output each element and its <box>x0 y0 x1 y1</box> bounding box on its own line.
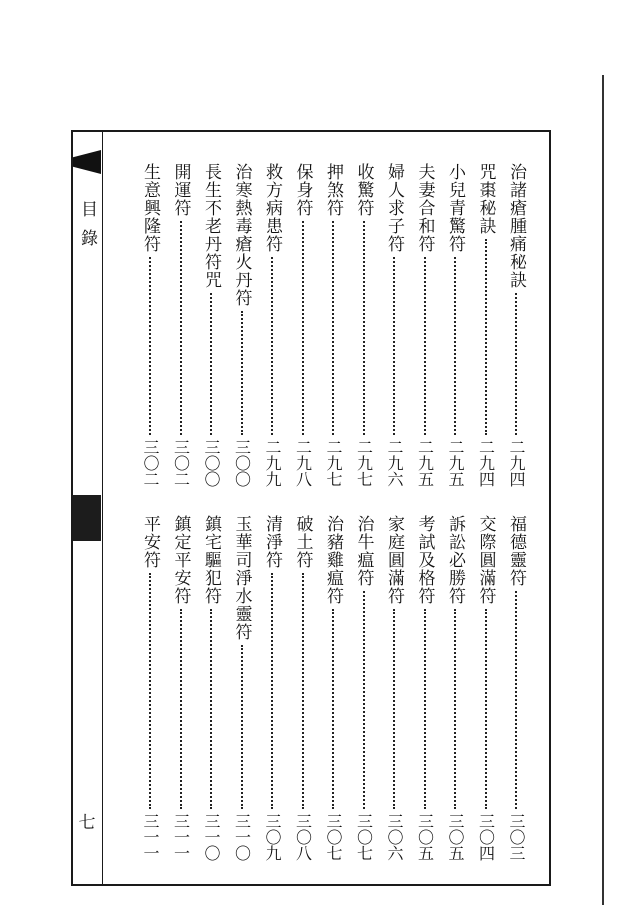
toc-entry <box>169 515 193 861</box>
toc-entry-page: 二九八 <box>293 439 313 487</box>
toc-leader-dots <box>424 257 426 435</box>
toc-leader-dots <box>454 609 456 809</box>
toc-entry-title: 鎮定平安符 <box>170 515 191 605</box>
toc-leader-dots <box>149 257 151 435</box>
toc-entry-page: 三〇二 <box>171 439 191 487</box>
toc-entry-title: 押煞符 <box>323 163 343 217</box>
toc-entry <box>321 515 345 861</box>
toc-leader-dots <box>515 591 517 809</box>
toc-leader-dots <box>332 609 334 809</box>
toc-entry-page: 二九五 <box>415 439 435 487</box>
toc-entry <box>169 163 193 487</box>
toc-entry <box>504 163 528 487</box>
toc-leader-dots <box>424 609 426 809</box>
toc-leader-dots <box>393 609 395 809</box>
toc-entry-page: 二九四 <box>476 439 496 487</box>
toc-entry-title: 救方病患符 <box>262 163 282 253</box>
toc-entry-page: 三〇六 <box>385 813 404 861</box>
toc-entry-title: 清淨符 <box>262 515 282 569</box>
toc-entry-title: 治諸瘡腫痛秘訣 <box>506 163 526 289</box>
toc-entry-page: 三〇四 <box>476 813 496 861</box>
toc-leader-dots <box>454 257 456 435</box>
toc-entry-title: 交際圓滿符 <box>475 515 496 605</box>
toc-leader-dots <box>210 609 212 809</box>
toc-leader-dots <box>393 257 395 435</box>
toc-leader-dots <box>271 573 273 809</box>
binding-edge <box>602 75 604 905</box>
toc-entry-title: 治牛瘟符 <box>353 515 374 587</box>
section-title: 目錄 <box>77 200 97 258</box>
toc-entry-title: 小兒青驚符 <box>445 163 465 253</box>
toc-entry <box>138 163 162 487</box>
toc-entry-page: 二九四 <box>507 439 526 487</box>
toc-entry <box>443 515 467 861</box>
toc-entry-page: 三〇七 <box>324 813 343 861</box>
toc-entry-page: 三〇三 <box>507 813 526 861</box>
toc-entry <box>260 515 284 861</box>
toc-entry <box>260 163 284 487</box>
toc-leader-dots <box>485 609 487 809</box>
toc-leader-dots <box>332 221 334 435</box>
toc-leader-dots <box>180 609 182 809</box>
toc-leader-dots <box>241 645 243 809</box>
toc-leader-dots <box>149 573 151 809</box>
toc-leader-dots <box>302 221 304 435</box>
toc-leader-dots <box>515 293 517 435</box>
toc-entry-title: 玉華司淨水靈符 <box>231 515 252 641</box>
toc-entry-page: 三〇八 <box>293 813 313 861</box>
toc-entry <box>352 163 376 487</box>
toc-entry <box>413 515 437 861</box>
toc-leader-dots <box>302 573 304 809</box>
toc-entry <box>291 163 315 487</box>
toc-entry-title: 鎮宅驅犯符 <box>201 515 221 605</box>
toc-entry-title: 保身符 <box>292 163 313 217</box>
toc-leader-dots <box>271 257 273 435</box>
toc-entry-title: 考試及格符 <box>414 515 435 605</box>
toc-entry <box>413 163 437 487</box>
toc-entry-page: 二九五 <box>446 439 465 487</box>
toc-entry <box>321 163 345 487</box>
toc-entry-title: 夫妻合和符 <box>414 163 435 253</box>
toc-leader-dots <box>363 591 365 809</box>
toc-entry-title: 治寒熱毒瘡火丹符 <box>231 163 252 307</box>
toc-entry-page: 三一〇 <box>232 813 252 861</box>
toc-leader-dots <box>180 221 182 435</box>
toc-entry-page: 二九六 <box>385 439 404 487</box>
toc-entry-title: 生意興隆符 <box>140 163 160 253</box>
toc-entry-page: 三〇五 <box>446 813 465 861</box>
toc-entry <box>382 515 406 861</box>
toc-entry-page: 三〇〇 <box>202 439 221 487</box>
toc-entry <box>230 163 254 487</box>
toc-entry-page: 三〇九 <box>263 813 282 861</box>
toc-entry <box>199 515 223 861</box>
toc-entry-page: 二九九 <box>263 439 282 487</box>
toc-entry-title: 治豬雞瘟符 <box>323 515 343 605</box>
toc-entry-title: 開運符 <box>170 163 191 217</box>
toc-entry <box>138 515 162 861</box>
toc-entry-title: 福德靈符 <box>506 515 526 587</box>
toc-entry-title: 咒棗秘訣 <box>475 163 496 235</box>
toc-entry <box>474 515 498 861</box>
page-number: 七 <box>78 813 96 833</box>
toc-entry <box>504 515 528 861</box>
toc-entry-title: 長生不老丹符咒 <box>201 163 221 289</box>
toc-entry-page: 二九七 <box>354 439 374 487</box>
toc-entry-page: 三〇七 <box>354 813 374 861</box>
toc-entry-title: 平安符 <box>140 515 160 569</box>
toc-entry <box>352 515 376 861</box>
strip-block <box>73 495 101 541</box>
toc-entry <box>291 515 315 861</box>
toc-entry-title: 婦人求子符 <box>384 163 404 253</box>
toc-entry-page: 三一一 <box>171 813 191 861</box>
toc-leader-dots <box>210 293 212 435</box>
toc-entry-title: 收驚符 <box>353 163 374 217</box>
toc-entry-title: 家庭圓滿符 <box>384 515 404 605</box>
toc-entry-page: 三〇〇 <box>232 439 252 487</box>
toc-entry-page: 三〇二 <box>141 439 160 487</box>
toc-entry-page: 三〇五 <box>415 813 435 861</box>
toc-entry <box>474 163 498 487</box>
toc-entry <box>230 515 254 861</box>
toc-entry-title: 破土符 <box>292 515 313 569</box>
toc-leader-dots <box>241 311 243 435</box>
toc-entry-title: 訴訟必勝符 <box>445 515 465 605</box>
toc-leader-dots <box>485 239 487 435</box>
toc-leader-dots <box>363 221 365 435</box>
toc-entry-page: 二九七 <box>324 439 343 487</box>
toc-entry <box>382 163 406 487</box>
toc-entry-page: 三一〇 <box>202 813 221 861</box>
toc-entry-page: 三一一 <box>141 813 160 861</box>
toc-entry <box>199 163 223 487</box>
toc-entry <box>443 163 467 487</box>
